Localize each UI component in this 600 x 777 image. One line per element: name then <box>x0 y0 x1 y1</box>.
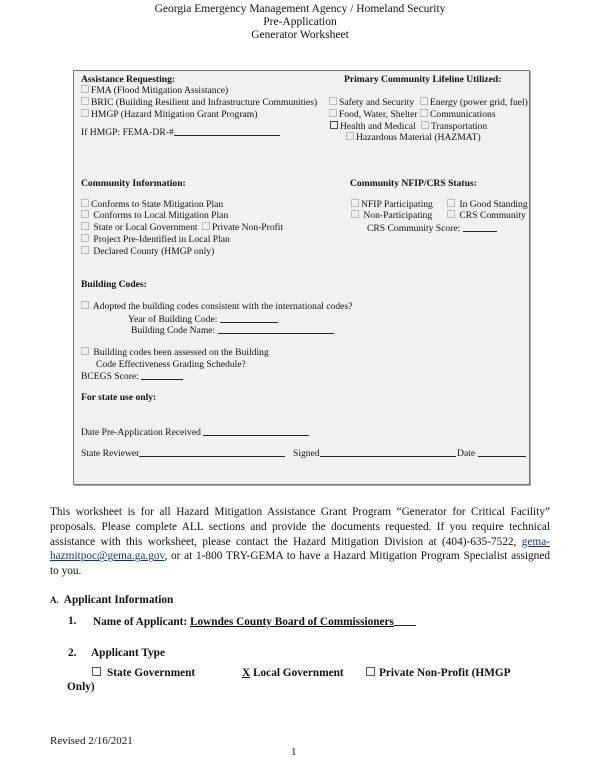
form-title: Generator Worksheet <box>251 29 349 41</box>
building-year-field[interactable]: Year of Building Code: <box>128 313 278 325</box>
applicant-type-label: Applicant Type <box>91 647 165 659</box>
checkbox-declared-county[interactable]: Declared County (HMGP only) <box>81 246 214 257</box>
q2-num: 2. <box>68 647 77 659</box>
bcegs-score-field[interactable]: BCEGS Score: <box>81 370 183 382</box>
state-reviewer-field[interactable]: State Reviewer <box>81 447 285 459</box>
checkbox-private-nonprofit[interactable]: Private Non-Profit <box>202 222 283 233</box>
checkbox-crs-community[interactable]: CRS Community <box>447 210 526 221</box>
community-title: Community Information: <box>81 178 186 189</box>
form-subtitle: Pre-Application <box>263 16 337 28</box>
signed-field[interactable]: Signed <box>293 447 456 459</box>
checkbox-bcegs-assessed[interactable]: Building codes been assessed on the Building <box>81 347 269 358</box>
crs-score-field[interactable]: CRS Community Score: <box>367 222 497 234</box>
checkbox-fma[interactable]: FMA (Flood Mitigation Assistance) <box>81 85 228 96</box>
checkbox-health[interactable]: Health and Medical <box>330 121 416 132</box>
checkbox-state-plan[interactable]: Conforms to State Mitigation Plan <box>81 199 223 210</box>
intro-paragraph: This worksheet is for all Hazard Mitigation Assistance Grant Program “Generator for Critical Facility” proposals. Please complete ALL sections and provide the documents requested. If you require technical assistance with this worksheet, please contact the Hazard Mitigation Division at (404)-635-7522, gema-hazmitpoc@gema.ga.gov, or at 1-800 TRY-GEMA to have a Hazard Mitigation Program Specialist assigned to you. <box>50 506 550 578</box>
lifeline-title: Primary Community Lifeline Utilized: <box>344 74 502 85</box>
nfip-title: Community NFIP/CRS Status: <box>350 178 477 189</box>
checkbox-nfip-participating[interactable]: NFIP Participating <box>351 199 433 210</box>
checkbox-hmgp[interactable]: HMGP (Hazard Mitigation Grant Program) <box>81 109 257 120</box>
checkbox-local-plan[interactable]: Conforms to Local Mitigation Plan <box>81 210 228 221</box>
worksheet-box <box>73 70 530 485</box>
agency-title: Georgia Emergency Management Agency / Homeland Security <box>154 3 446 15</box>
checkbox-bric[interactable]: BRIC (Building Resilient and Infrastructure Communities) <box>81 97 317 108</box>
section-a-heading: A. Applicant Information <box>50 594 174 606</box>
type-local-government[interactable]: X Local Government <box>242 667 344 679</box>
state-use-title: For state use only: <box>81 392 157 403</box>
applicant-name-row: Name of Applicant: Lowndes County Board of Commissioners <box>93 614 416 629</box>
date-field[interactable]: Date <box>457 447 526 459</box>
revised-date: Revised 2/16/2021 <box>50 735 133 747</box>
checkbox-communications[interactable]: Communications <box>420 109 496 120</box>
checkbox-hazmat[interactable]: Hazardous Material (HAZMAT) <box>346 132 481 143</box>
building-codes-title: Building Codes: <box>81 279 147 290</box>
type-state-government[interactable]: State Government <box>92 666 195 680</box>
page-number: 1 <box>291 746 297 758</box>
type-private-nonprofit[interactable]: Private Non-Profit (HMGP <box>366 666 511 680</box>
applicant-name-value[interactable]: Lowndes County Board of Commissioners <box>189 616 394 628</box>
bcegs-question-cont: Code Effectiveness Grading Schedule? <box>96 359 246 370</box>
date-received-field[interactable]: Date Pre-Application Received <box>81 426 309 438</box>
checkbox-pre-identified[interactable]: Project Pre-Identified in Local Plan <box>81 234 230 245</box>
checkbox-government[interactable]: State or Local Government <box>81 222 198 233</box>
fema-dr-field[interactable]: If HMGP: FEMA-DR-# <box>81 126 280 138</box>
q1-num: 1. <box>68 615 77 627</box>
checkbox-good-standing[interactable]: In Good Standing <box>447 199 528 210</box>
building-name-field[interactable]: Building Code Name: <box>131 324 334 336</box>
assistance-title: Assistance Requesting: <box>81 74 176 85</box>
checkbox-food[interactable]: Food, Water, Shelter <box>329 109 418 120</box>
checkbox-safety[interactable]: Safety and Security <box>329 97 414 108</box>
checkbox-adopted-codes[interactable]: Adopted the building codes consistent with the international codes? <box>81 301 352 312</box>
email-link[interactable]: gema-hazmitpoc@gema.ga.gov <box>50 535 550 563</box>
checkbox-transportation[interactable]: Transportation <box>421 121 487 132</box>
checkbox-energy[interactable]: Energy (power grid, fuel) <box>420 97 528 108</box>
type-pnp-cont: Only) <box>67 681 95 693</box>
checkbox-non-participating[interactable]: Non-Participating <box>351 210 432 221</box>
